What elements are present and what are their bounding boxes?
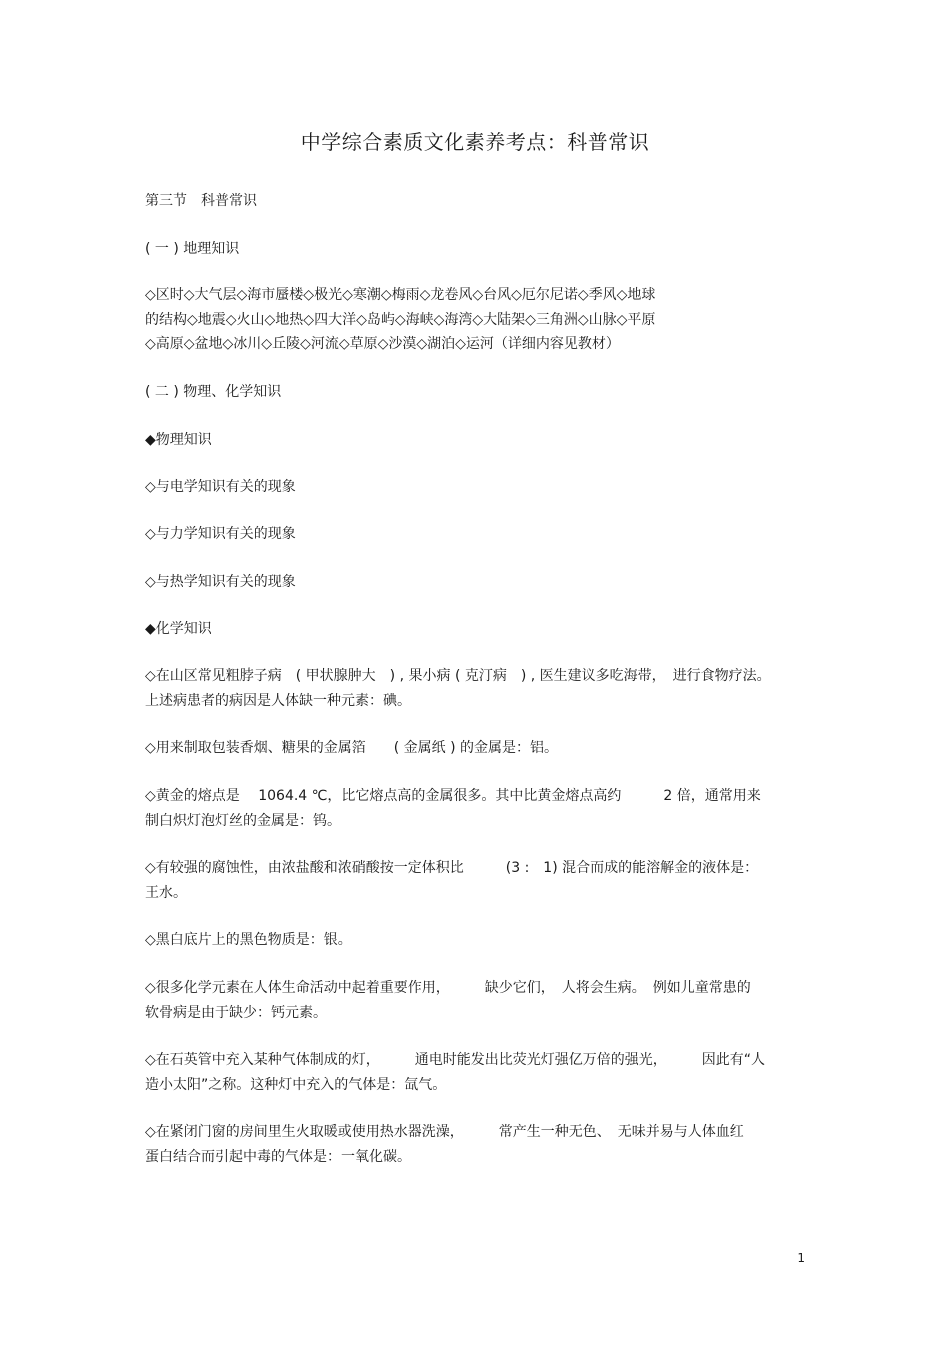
chemistry-item-line: 上述病患者的病因是人体缺一种元素：碘。 (145, 692, 411, 709)
phys-chem-heading (145, 380, 810, 405)
chemistry-item-line: ◇有较强的腐蚀性，由浓盐酸和浓硝酸按一定体积比 (3 : 1) 混合而成的能溶解金的液体是： (145, 860, 759, 876)
section-heading-text: 第三节 科普常识 (145, 193, 257, 209)
chemistry-item (145, 736, 810, 761)
geography-paragraph (145, 283, 810, 357)
chemistry-item-line: ◇在石英管中充入某种气体制成的灯， 通电时能发出比荧光灯强亿万倍的强光， 因此有“人 (145, 1052, 766, 1068)
physics-item (145, 522, 810, 547)
chemistry-item-line: 蛋白结合而引起中毒的气体是：一氧化碳。 (145, 1148, 411, 1165)
document-title: 中学综合素质文化素养考点：科普常识 (300, 130, 650, 154)
chemistry-item-line: 软骨病是由于缺少：钙元素。 (145, 1004, 327, 1021)
chemistry-item (145, 976, 810, 1025)
physics-heading (145, 428, 810, 453)
chemistry-item-line: ◇用来制取包装香烟、糖果的金属箔 ( 金属纸 ) 的金属是：铝。 (145, 740, 559, 756)
geography-heading (145, 237, 810, 262)
geography-line: 的结构◇地震◇火山◇地热◇四大洋◇岛屿◇海峡◇海湾◇大陆架◇三角洲◇山脉◇平原 (145, 311, 656, 328)
chemistry-heading (145, 617, 810, 642)
physics-item-text: ◇与力学知识有关的现象 (145, 526, 296, 542)
phys-chem-heading-text: ( 二 ) 物理、化学知识 (145, 384, 282, 400)
chemistry-item-line: ◇黄金的熔点是 1064.4 ℃，比它熔点高的金属很多。其中比黄金熔点高约 2 倍，通常用来 (145, 788, 761, 804)
chemistry-item-line: ◇在紧闭门窗的房间里生火取暖或使用热水器洗澡， 常产生一种无色、 无味并易与人体血红 (145, 1124, 744, 1140)
chemistry-item-line: ◇黑白底片上的黑色物质是：银。 (145, 932, 352, 948)
physics-item (145, 475, 810, 500)
physics-item (145, 570, 810, 595)
chemistry-item (145, 1120, 810, 1169)
chemistry-item-line: 制白炽灯泡灯丝的金属是：钨。 (145, 812, 341, 829)
chemistry-heading-text: ◆化学知识 (145, 621, 212, 637)
chemistry-item-line: 王水。 (145, 884, 187, 901)
section-heading (145, 189, 810, 214)
chemistry-item-line: ◇在山区常见粗脖子病 ( 甲状腺肿大 ) , 果小病 ( 克汀病 ) , 医生建议多吃海带， 进行食物疗法。 (145, 668, 771, 684)
chemistry-item (145, 664, 810, 713)
chemistry-item (145, 1048, 810, 1097)
physics-item-text: ◇与电学知识有关的现象 (145, 479, 296, 495)
chemistry-item (145, 856, 810, 905)
page-number: 1 (797, 1251, 805, 1265)
geography-line: ◇区时◇大气层◇海市蜃楼◇极光◇寒潮◇梅雨◇龙卷风◇台风◇厄尔尼诺◇季风◇地球 (145, 287, 656, 303)
chemistry-item (145, 784, 810, 833)
geography-line: ◇高原◇盆地◇冰川◇丘陵◇河流◇草原◇沙漠◇湖泊◇运河（详细内容见教材） (145, 336, 620, 352)
geography-heading-text: ( 一 ) 地理知识 (145, 241, 240, 257)
chemistry-item-line: ◇很多化学元素在人体生命活动中起着重要作用， 缺少它们， 人将会生病。 例如儿童常患的 (145, 980, 751, 996)
physics-heading-text: ◆物理知识 (145, 432, 212, 448)
physics-item-text: ◇与热学知识有关的现象 (145, 574, 296, 590)
chemistry-item-line: 造小太阳”之称。这种灯中充入的气体是：氙气。 (145, 1076, 447, 1093)
chemistry-item (145, 928, 810, 953)
